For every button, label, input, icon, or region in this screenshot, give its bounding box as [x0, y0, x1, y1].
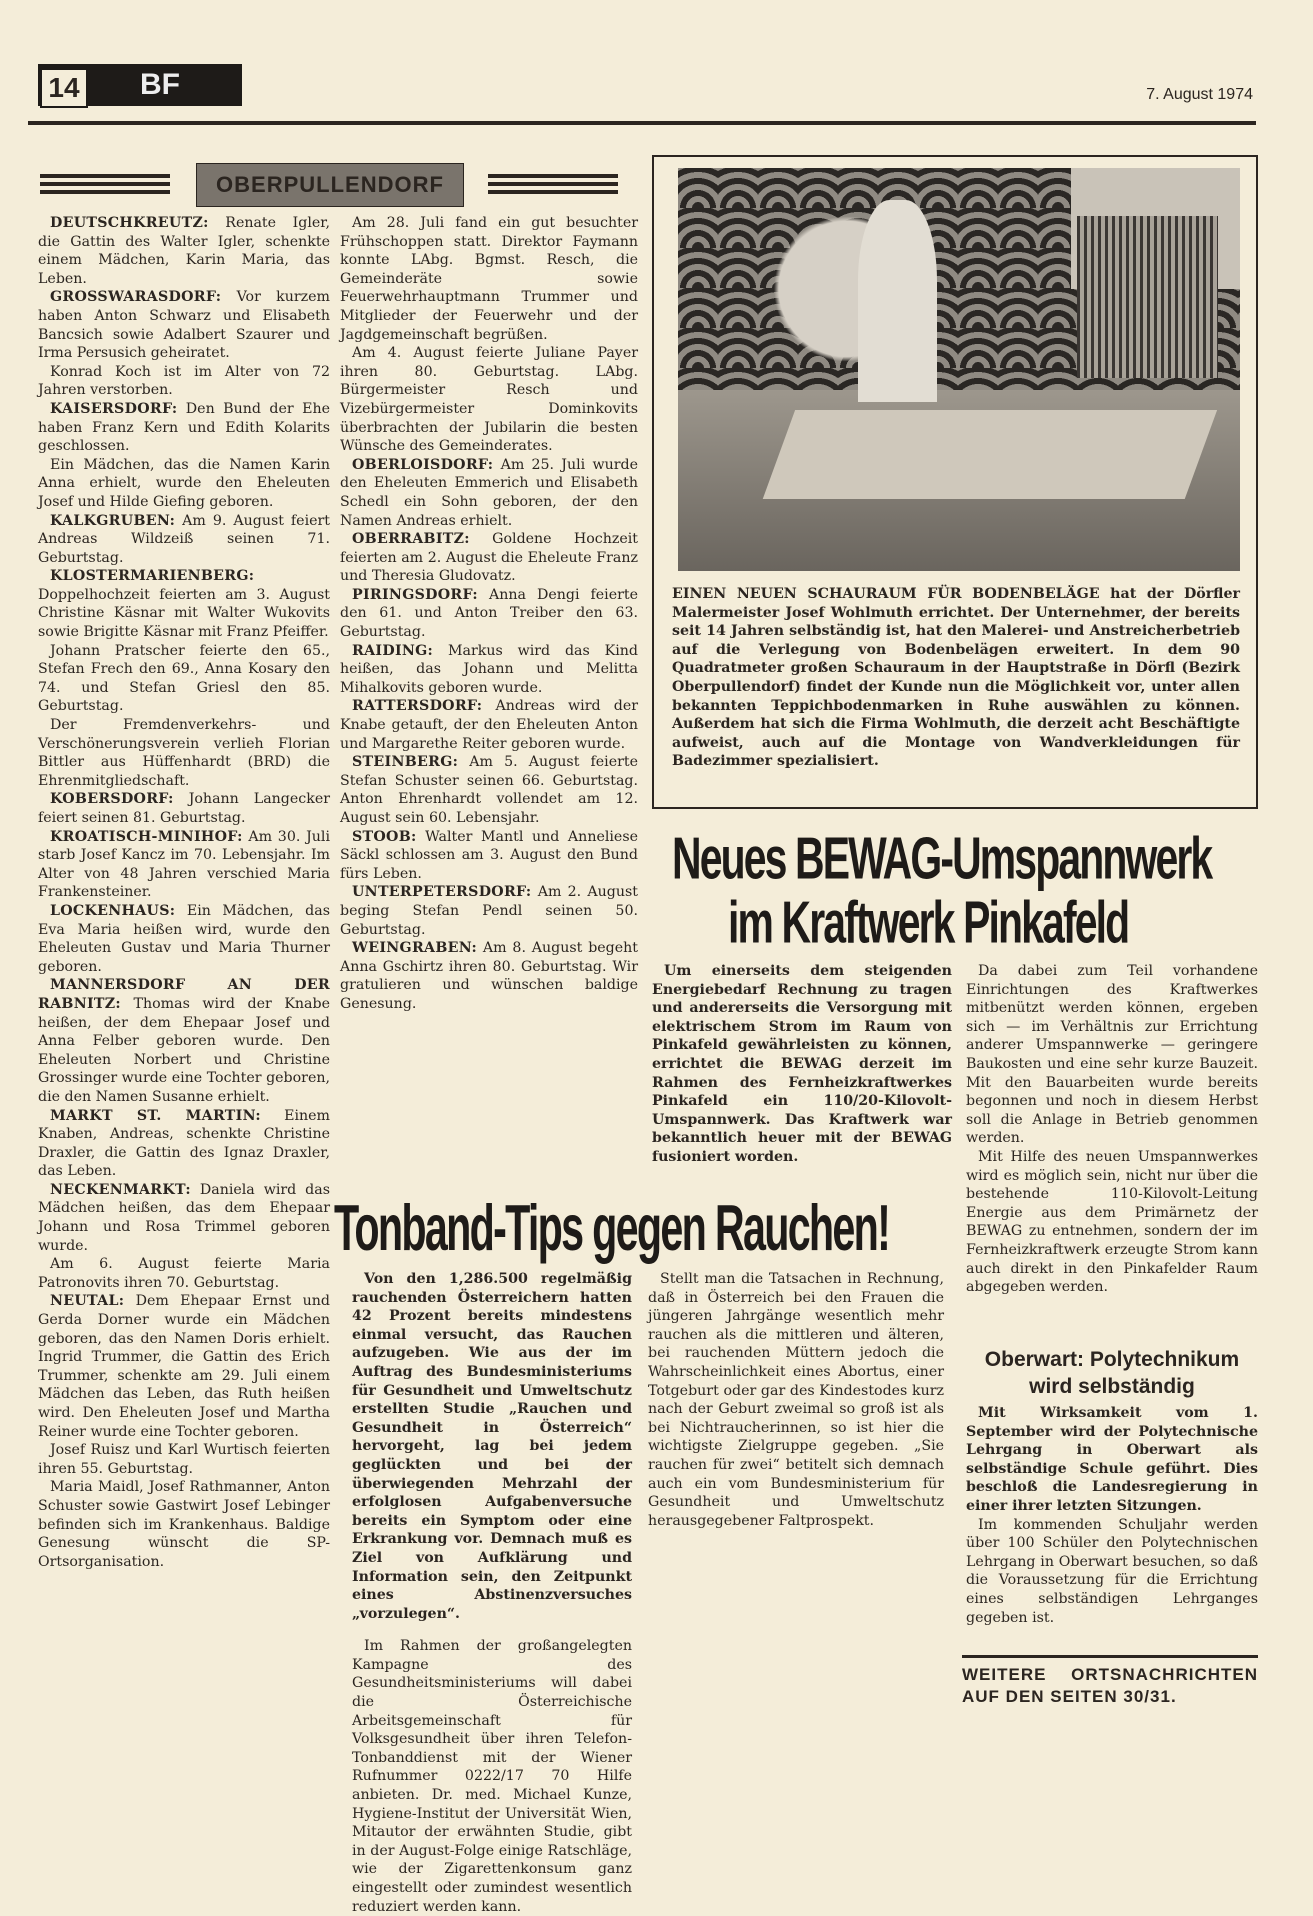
news-text: Am 5. August feierte Stefan Schuster seinen 66. Geburtstag. Anton Ehrenhardt vollendet am 12. August sein 60. Lebensjahr.	[340, 754, 638, 826]
news-item	[340, 939, 638, 1013]
showroom-photo	[678, 168, 1240, 571]
news-text: Am 25. Juli wurde den Eheleuten Emmerich und Elisabeth Schedl ein Sohn geboren, der den Namen Andreas erhielt.	[340, 456, 638, 529]
place-name: KALKGRUBEN:	[50, 512, 176, 529]
news-item	[38, 976, 330, 1106]
news-item	[340, 697, 638, 753]
news-text: Vor kurzem haben Anton Schwarz und Elisabeth Bancsich sowie Adalbert Szaurer und Irma Persusich geheiratet.	[38, 289, 330, 362]
place-name: LOCKENHAUS:	[50, 902, 176, 919]
news-item	[38, 790, 330, 827]
divider-rule	[962, 1655, 1258, 1658]
place-name: MARKT ST. MARTIN:	[50, 1107, 261, 1124]
news-item	[38, 1181, 330, 1255]
bewag-body	[966, 962, 1258, 1297]
news-text: Am 30. Juli starb Josef Kancz im 70. Lebensjahr. Im Alter von 48 Jahren verschied Maria Frankensteiner.	[38, 828, 330, 901]
news-text: Dem Ehepaar Ernst und Gerda Dorner wurde ein Mädchen geboren, das den Namen Doris erhielt. Ingrid Trummer, die Gattin des Erich Trummer, schenkte am 29. Juli einem Mädchen das Leben, das Ruth heißen wird. Den Eheleuten Josef und Martha Reiner wurde eine Tochter geboren.	[38, 1293, 330, 1440]
tonband-paragraph: Stellt man die Tatsachen in Rechnung, daß in Österreich bei den Frauen die jüngeren Jahrgänge wesentlich mehr rauchen als die mittleren und älteren, bei rauchenden Müttern jedoch die Wahrscheinlichkeit eines Abortus, einer Totgeburt oder gar des Kindestodes kurz nach der Geburt zweimal so groß ist als bei Nichtraucherinnen, so ist hier die wichtigste Zielgruppe gegeben. „Sie rauchen für zwei“ betitelt sich demnach auch ein vom Bundesministerium für Gesundheit und Umweltschutz herausgegebener Faltprospekt.	[648, 1271, 944, 1529]
news-text: Am 9. August feiert Andreas Wildzeiß seinen 71. Geburtstag.	[38, 512, 330, 566]
photo-caption	[672, 585, 1240, 771]
news-text: Einem Knaben, Andreas, schenkte Christine Draxler, die Gattin des Ignaz Draxler, das Leben.	[38, 1107, 331, 1180]
news-item	[38, 1107, 330, 1181]
oberwart-intro: Mit Wirksamkeit vom 1. September wird der Polytechnische Lehrgang in Oberwart als selbständige Schule geführt. Dies beschloß die Landesregierung in einer ihrer letzten Sitzungen.	[966, 1405, 1258, 1514]
bewag-paragraph: Da dabei zum Teil vorhandene Einrichtungen des Kraftwerkes mitbenützt werden können, ergeben sich — im Verhältnis zur Errichtung anderer Umspannwerke — geringere Baukosten und eine sehr kurze Bauzeit. Mit den Bauarbeiten wurde bereits begonnen und noch in diesem Herbst soll die Anlage in Betrieb genommen werden.	[966, 963, 1258, 1147]
news-item	[340, 344, 638, 456]
news-item	[38, 363, 330, 400]
news-text: Anna Dengi feierte den 61. und Anton Treiber den 63. Geburtstag.	[340, 586, 638, 641]
news-text: Walter Mantl und Anneliese Säckl schlossen am 3. August den Bund fürs Leben.	[340, 828, 638, 882]
place-name: RATTERSDORF:	[352, 698, 483, 715]
tonband-column-2	[648, 1270, 944, 1530]
news-item	[38, 1478, 330, 1571]
news-text: Am 28. Juli fand ein gut besuchter Frühschoppen statt. Direktor Faymann konnte LAbg. Bgmst. Resch, die Gemeinderäte sowie Feuerwehrhauptmann Trummer und Mitglieder der Feuerwehr und der Jagdgemeinschaft begrüßen.	[340, 215, 638, 343]
caption-lead: EINEN NEUEN SCHAURAUM FÜR BODENBELÄGE	[672, 586, 1100, 602]
place-name: DEUTSCHKREUTZ:	[50, 215, 209, 231]
news-text: Renate Igler, die Gattin des Walter Igler, schenkte einem Mädchen, Karin Maria, das Leben.	[38, 215, 330, 287]
bewag-intro-text: Um einerseits dem steigenden Energiebedarf Rechnung zu tragen und andererseits die Versorgung mit elektrischem Strom im Raum von Pinkafeld gewährleisten zu können, errichtet die BEWAG derzeit im Rahmen des Fernheizkraftwerkes Pinkafeld ein 110/20-Kilovolt-Umspannwerk. Das Kraftwerk war bekanntlich heuer mit der BEWAG fusioniert worden.	[652, 963, 952, 1165]
place-name: RAIDING:	[352, 642, 434, 659]
news-item	[340, 586, 638, 642]
news-text: Konrad Koch ist im Alter von 72 Jahren verstorben.	[38, 363, 330, 399]
tonband-paragraph: Im Rahmen der großangelegten Kampagne des Gesundheitsministeriums will dabei die Österreichische Arbeitsgemeinschaft für Volksgesundheit über ihren Telefon-Tonbanddienst mit der Wiener Rufnummer 0222/17 70 Hilfe anbieten. Dr. med. Michael Kunze, Hygiene-Institut der Universität Wien, Mitautor der erwähnten Studie, gibt in der August-Folge einige Ratschläge, wie der Zigarettenkonsum ganz eingestellt oder zumindest wesentlich reduziert werden kann.	[352, 1638, 632, 1915]
section-code: BF	[140, 68, 180, 101]
news-text: Am 6. August feierte Maria Patronovits ihren 70. Geburtstag.	[38, 1256, 330, 1291]
place-name: STEINBERG:	[352, 754, 459, 771]
local-news-column-1	[38, 214, 330, 1571]
bewag-headline-line2: im Kraftwerk Pinkafeld	[728, 890, 1129, 957]
news-item	[340, 642, 638, 698]
more-news-notice: WEITERE ORTSNACHRICHTEN AUF DEN SEITEN 30/31.	[962, 1665, 1258, 1706]
news-text: Ein Mädchen, das die Namen Karin Anna erhielt, wurde den Eheleuten Josef und Hilde Giefing geboren.	[38, 456, 330, 510]
caption-text: hat der Dörfler Malermeister Josef Wohlmuth errichtet. Der Unternehmer, der bereits seit 14 Jahren selbständig ist, hat den Malerei- und Anstreicherbetrieb auf die Verlegung von Bodenbelägen erweitert. In dem 90 Quadratmeter großen Schauraum in der Hauptstraße in Dörfl (Bezirk Oberpullendorf) findet der Kunde nun die Möglichkeit vor, unter allen bekannten Teppichbodenmarken in Ruhe auswählen zu können. Außerdem hat sich die Firma Wohlmuth, die derzeit acht Beschäftigte aufweist, auch auf die Montage von Wandverkleidungen für Badezimmer spezialisiert.	[672, 586, 1241, 770]
news-item	[38, 456, 330, 512]
news-text: Doppelhochzeit feierten am 3. August Christine Käsnar mit Walter Wukovits sowie Brigitte Käsnar mit Franz Pfeiffer.	[38, 586, 330, 641]
local-news-column-2	[340, 214, 638, 1014]
place-name: PIRINGSDORF:	[352, 586, 478, 603]
news-item	[38, 288, 330, 362]
page-number: 14	[40, 68, 88, 108]
tonband-headline: Tonband-Tips gegen Rauchen!	[334, 1193, 890, 1265]
bewag-paragraph: Mit Hilfe des neuen Umspannwerkes wird es möglich sein, nicht nur über die bestehende 110-Kilovolt-Leitung Energie aus dem Primärnetz der BEWAG zu entnehmen, sondern der im Fernheizkraftwerk erzeugte Strom kann auch direkt in den Pinkafelder Raum abgegeben werden.	[966, 1148, 1258, 1296]
bewag-intro	[652, 962, 952, 1167]
oberwart-headline: Oberwart: Polytechnikum wird selbständig	[984, 1348, 1240, 1398]
bewag-headline-line1: Neues BEWAG-Umspannwerk	[672, 826, 1212, 893]
news-item	[38, 716, 330, 790]
news-text: Johann Pratscher feierte den 65., Stefan Frech den 69., Anna Kosary den 74. und Stefan Griesl den 85. Geburtstag.	[38, 642, 330, 715]
news-text: Am 2. August beging Stefan Pendl seinen 50. Geburtstag.	[340, 884, 638, 938]
place-name: UNTERPETERSDORF:	[352, 884, 532, 901]
news-text: Ein Mädchen, das Eva Maria heißen wird, wurde den Eheleuten Gustav und Maria Thurner geboren.	[38, 902, 330, 975]
place-name: WEINGRABEN:	[352, 940, 478, 957]
place-name: KOBERSDORF:	[50, 791, 174, 808]
news-item	[38, 512, 330, 568]
news-item	[340, 214, 638, 344]
place-name: NEUTAL:	[50, 1293, 125, 1310]
news-item	[38, 1441, 330, 1478]
news-item	[340, 753, 638, 827]
tonband-column-1	[352, 1270, 632, 1916]
news-text: Goldene Hochzeit feierten am 2. August die Eheleute Franz und Theresia Gludovatz.	[340, 531, 638, 585]
section-stripes-left	[40, 174, 170, 196]
news-item	[38, 642, 330, 716]
news-text: Andreas wird der Knabe getauft, der den Eheleuten Anton und Margarethe Reiter geboren wurde.	[340, 698, 638, 752]
header-rule	[28, 121, 1256, 125]
news-text: Thomas wird der Knabe heißen, der dem Ehepaar Josef und Anna Felber geboren wurde. Den Eheleuten Norbert und Christine Grossinger wurde eine Tochter geboren, die den Namen Susanne erhielt.	[38, 995, 330, 1105]
place-name: STOOB:	[352, 828, 417, 845]
news-text: Josef Ruisz und Karl Wurtisch feierten ihren 55. Geburtstag.	[38, 1442, 330, 1477]
news-item	[340, 456, 638, 530]
place-name: OBERLOISDORF:	[352, 456, 494, 473]
news-item	[38, 1255, 330, 1292]
news-item	[38, 902, 330, 976]
news-item	[340, 530, 638, 586]
news-item	[38, 1292, 330, 1441]
section-stripes-right	[488, 174, 618, 196]
place-name: KAISERSDORF:	[50, 400, 178, 417]
oberwart-paragraph: Im kommenden Schuljahr werden über 100 Schüler den Polytechnischen Lehrgang in Oberwart besuchen, so daß die Voraussetzung für die Errichtung eines selbständigen Lehrganges gegeben ist.	[966, 1516, 1258, 1626]
place-name: OBERRABITZ:	[352, 531, 470, 548]
issue-date: 7. August 1974	[1146, 86, 1253, 103]
news-text: Markus wird das Kind heißen, das Johann und Melitta Mihalkovits geboren wurde.	[340, 642, 638, 696]
news-item	[38, 400, 330, 456]
news-item	[38, 214, 330, 288]
news-item	[38, 828, 330, 902]
place-name: NECKENMARKT:	[50, 1181, 191, 1198]
news-text: Am 4. August feierte Juliane Payer ihren 80. Geburtstag. LAbg. Bürgermeister Resch und Vizebürgermeister Dominkovits überbrachten der Jubilarin die besten Wünsche des Gemeinderates.	[340, 345, 638, 455]
place-name: MANNERSDORF AN DER RABNITZ:	[38, 977, 330, 1012]
tonband-intro: Von den 1,286.500 regelmäßig rauchenden Österreichern hatten 42 Prozent bereits mindestens einmal versucht, das Rauchen aufzugeben. Wie aus der im Auftrag des Bundesministeriums für Gesundheit und Umweltschutz erstellten Studie „Rauchen und Gesundheit in Österreich“ hervorgeht, lag bei jedem geglückten und bei der überwiegenden Mehrzahl der erfolglosen Aufgabenversuche bereits ein Symptom oder eine Erkrankung vor. Demnach muß es Ziel von Aufklärung und Information sein, den Zeitpunkt eines Abstinenzversuches „vorzulegen“.	[352, 1271, 632, 1622]
news-text: Maria Maidl, Josef Rathmanner, Anton Schuster sowie Gastwirt Josef Lebinger befinden sich im Krankenhaus. Baldige Genesung wünscht die SP-Ortsorganisation.	[38, 1479, 330, 1570]
news-text: Den Bund der Ehe haben Franz Kern und Edith Kolarits geschlossen.	[38, 400, 330, 455]
place-name: KROATISCH-MINIHOF:	[50, 828, 243, 845]
news-text: Daniela wird das Mädchen heißen, das dem Ehepaar Johann und Rosa Trimmel geboren wurde.	[38, 1181, 330, 1254]
news-item	[38, 567, 330, 641]
news-text: Der Fremdenverkehrs- und Verschönerungsverein verlieh Florian Bittler aus Hüffenhardt (BRD) die Ehrenmitgliedschaft.	[38, 717, 330, 789]
news-text: Am 8. August begeht Anna Gschirtz ihren 80. Geburtstag. Wir gratulieren und wünschen baldige Genesung.	[340, 940, 638, 1012]
place-name: GROSSWARASDORF:	[50, 289, 222, 306]
oberwart-body	[966, 1404, 1258, 1627]
news-text: Johann Langecker feiert seinen 81. Geburtstag.	[38, 791, 330, 826]
place-name: KLOSTERMARIENBERG:	[50, 568, 255, 585]
section-title: OBERPULLENDORF	[196, 163, 464, 207]
news-item	[340, 883, 638, 939]
news-item	[340, 828, 638, 884]
